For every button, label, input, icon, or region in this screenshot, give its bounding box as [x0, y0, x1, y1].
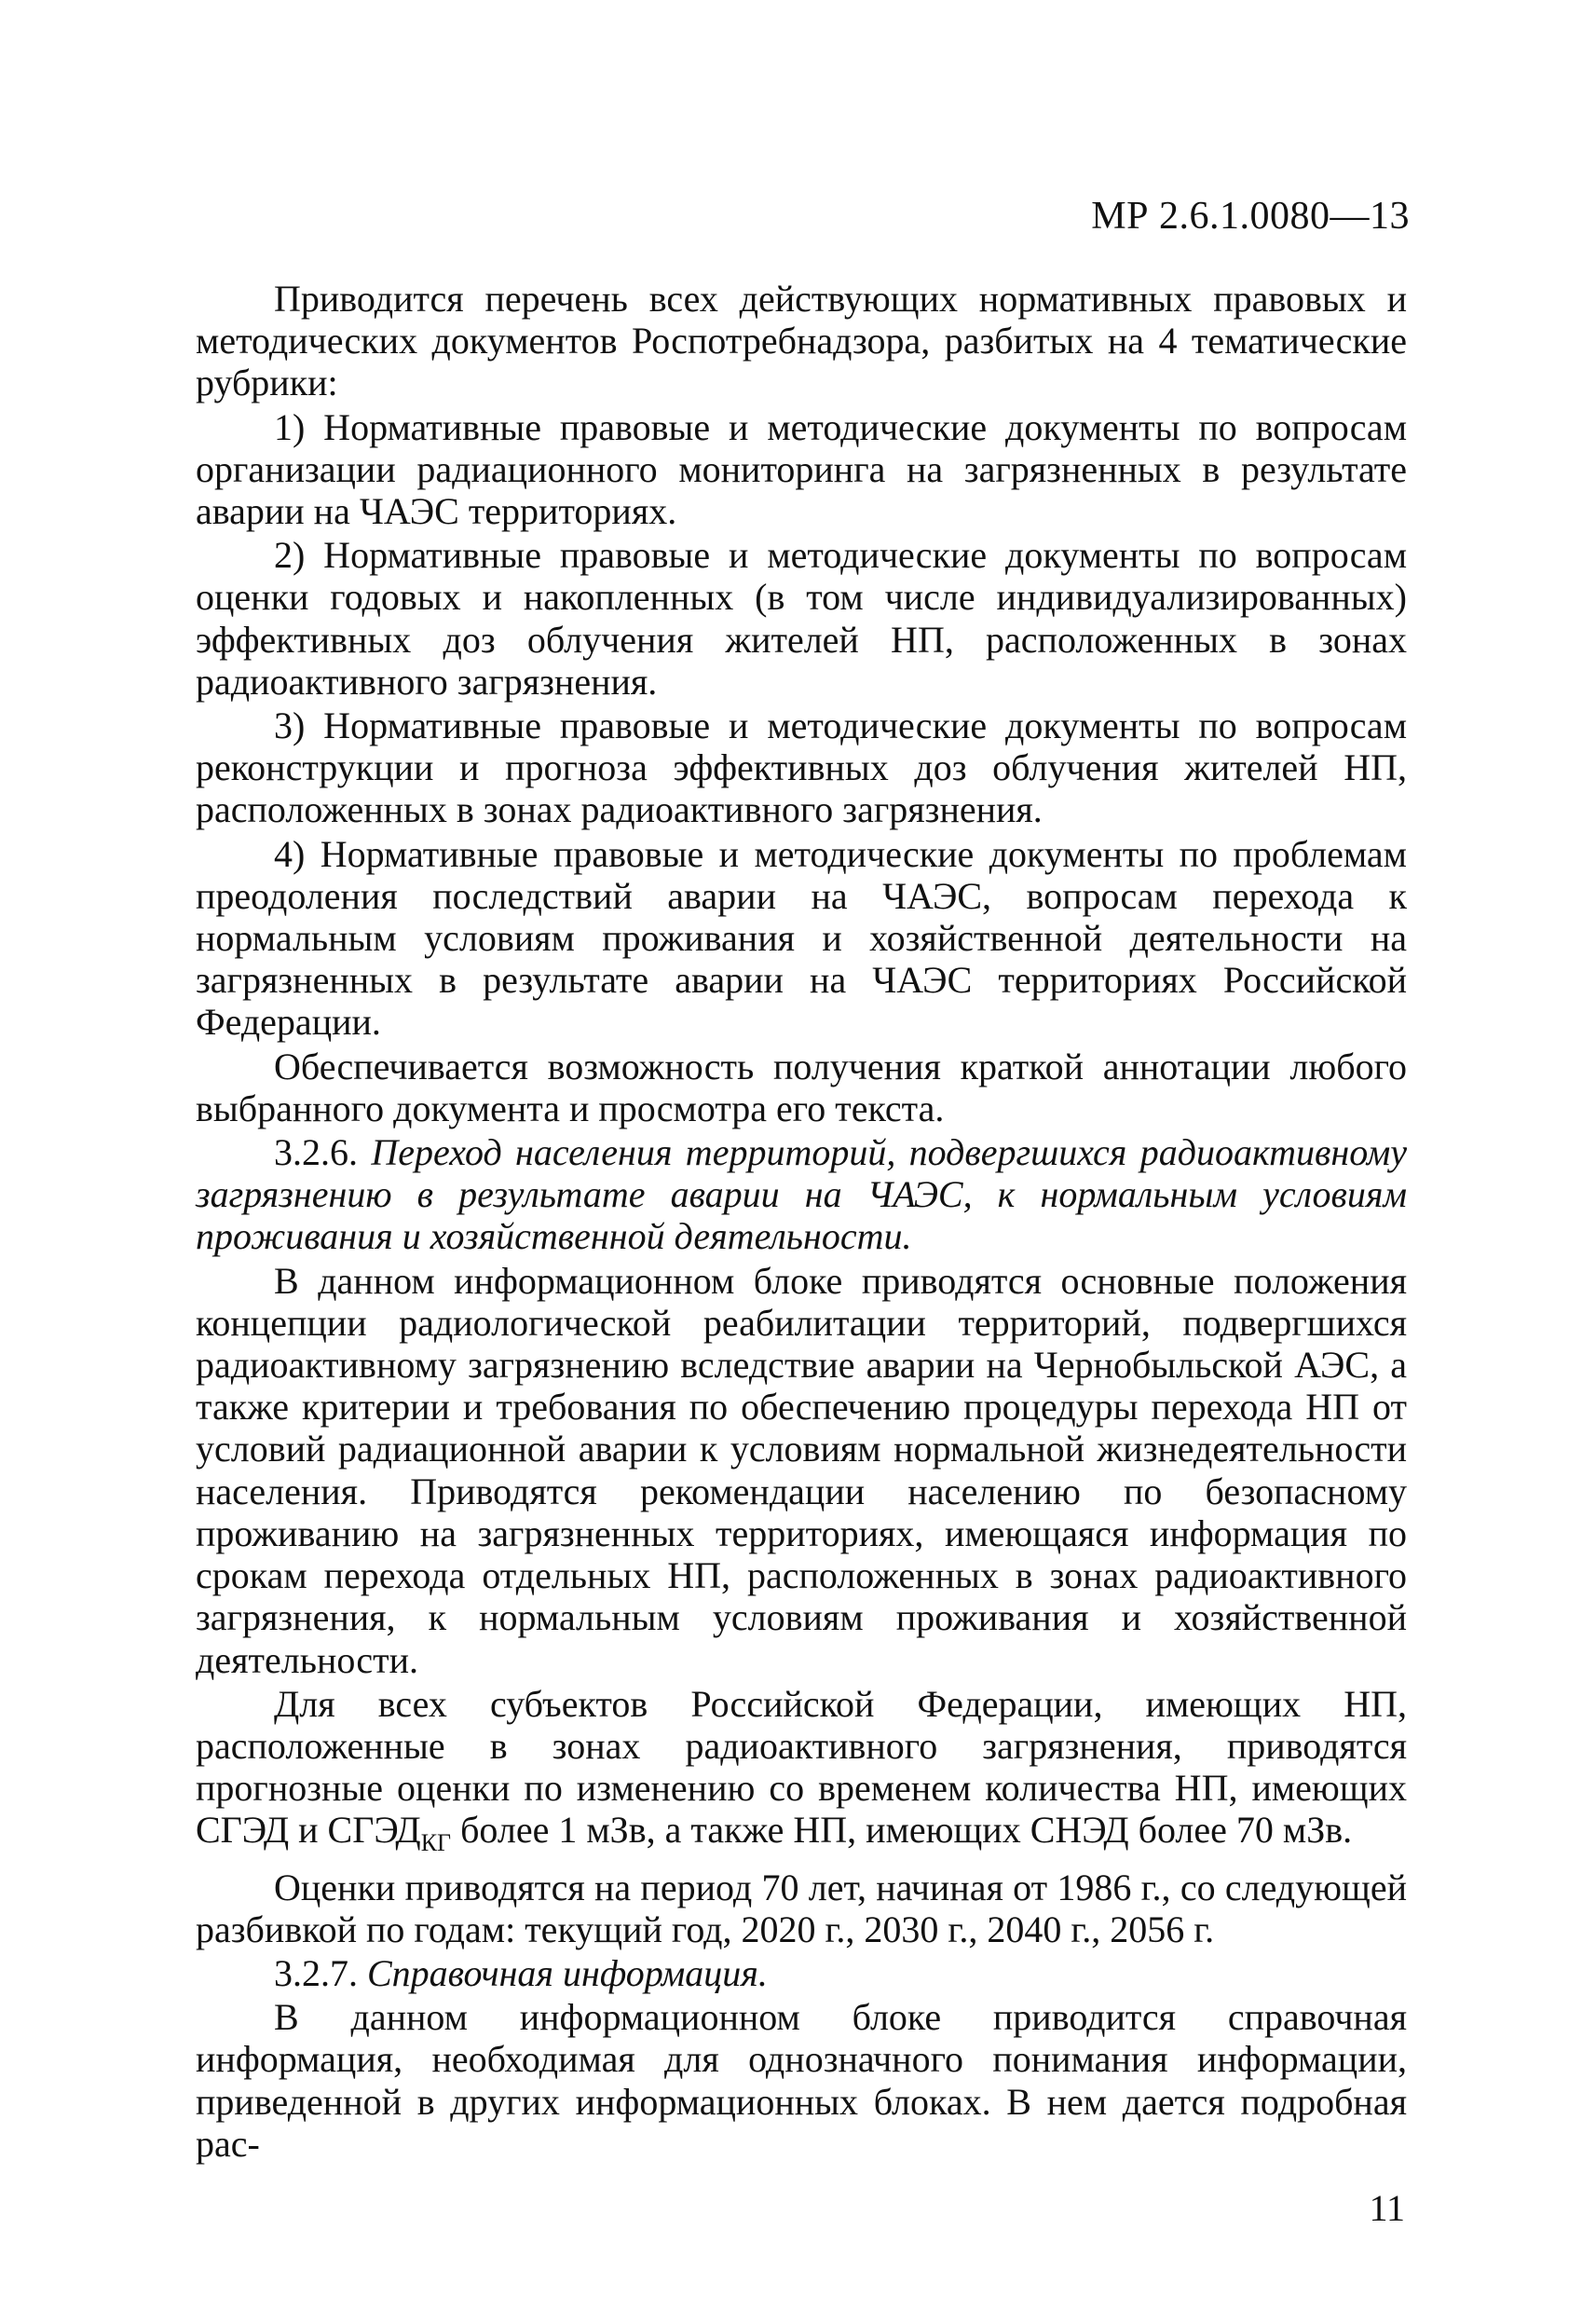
paragraph-block-description: В данном информационном блоке приводятся основные положения концепции радиологической реабилитации территорий, подвергшихся радиоактивному загрязнению вследствие аварии на Чернобыльской АЭС, а также критерии и требования по обеспечению процедуры перехода НП от условий радиационной аварии к условиям нормальной жизнедеятельности населения. Приводятся рекомендации населению по безопасному проживанию на загрязненных территориях, имеющаяся информация по срокам перехода отдельных НП, расположенных в зонах радиоактивного загрязнения, к нормальным условиям проживания и хозяйственной деятельности.	[196, 1259, 1407, 1681]
section-number: 3.2.6.	[274, 1131, 358, 1174]
document-code-header: МР 2.6.1.0080—13	[1091, 195, 1410, 238]
document-body	[196, 278, 1407, 2165]
list-item-4: 4) Нормативные правовые и методические документы по проблемам преодоления последствий аварии на ЧАЭС, вопросам перехода к нормальным условиям проживания и хозяйственной деятельности на загрязненных в результате аварии на ЧАЭС территориях Российской Федерации.	[196, 832, 1407, 1044]
paragraph-period: Оценки приводятся на период 70 лет, начиная от 1986 г., со следующей разбивкой по годам: текущий год, 2020 г., 2030 г., 2040 г., 2056 г.	[196, 1866, 1407, 1950]
paragraph-annotation: Обеспечивается возможность получения краткой аннотации любого выбранного документа и просмотра его текста.	[196, 1045, 1407, 1129]
section-number: 3.2.7.	[274, 1951, 358, 1994]
section-title: Справочная информация.	[367, 1951, 768, 1994]
forecast-text-start: Для всех субъектов Российской Федерации, имеющих НП, расположенные в зонах радиоактивного загрязнения, приводятся прогнозные оценки по изменению со временем количества НП, имеющих СГЭД и СГЭД	[196, 1682, 1407, 1852]
section-heading-3-2-7	[196, 1952, 1407, 1994]
subscript-kg: КГ	[420, 1829, 452, 1857]
list-item-3: 3) Нормативные правовые и методические документы по вопросам реконструкции и прогноза эффективных доз облучения жителей НП, расположенных в зонах радиоактивного загрязнения.	[196, 704, 1407, 831]
list-item-2: 2) Нормативные правовые и методические документы по вопросам оценки годовых и накопленных (в том числе индивидуализированных) эффективных доз облучения жителей НП, расположенных в зонах радиоактивного загрязнения.	[196, 534, 1407, 703]
paragraph-forecast	[196, 1683, 1407, 1865]
paragraph-intro: Приводится перечень всех действующих нормативных правовых и методических документов Роспотребнадзора, разбитых на 4 тематические рубрики:	[196, 278, 1407, 404]
paragraph-reference: В данном информационном блоке приводится справочная информация, необходимая для однозначного понимания информации, приведенной в других информационных блоках. В нем дается подробная рас-	[196, 1996, 1407, 2165]
section-title: Переход населения территорий, подвергшихся радиоактивному загрязнению в результате аварии на ЧАЭС, к нормальным условиям проживания и хозяйственной деятельности.	[196, 1131, 1407, 1258]
forecast-text-end: более 1 мЗв, а также НП, имеющих СНЭД более 70 мЗв.	[451, 1809, 1353, 1852]
page-number: 11	[1369, 2187, 1405, 2229]
section-heading-3-2-6	[196, 1131, 1407, 1258]
list-item-1: 1) Нормативные правовые и методические документы по вопросам организации радиационного мониторинга на загрязненных в результате аварии на ЧАЭС территориях.	[196, 405, 1407, 533]
